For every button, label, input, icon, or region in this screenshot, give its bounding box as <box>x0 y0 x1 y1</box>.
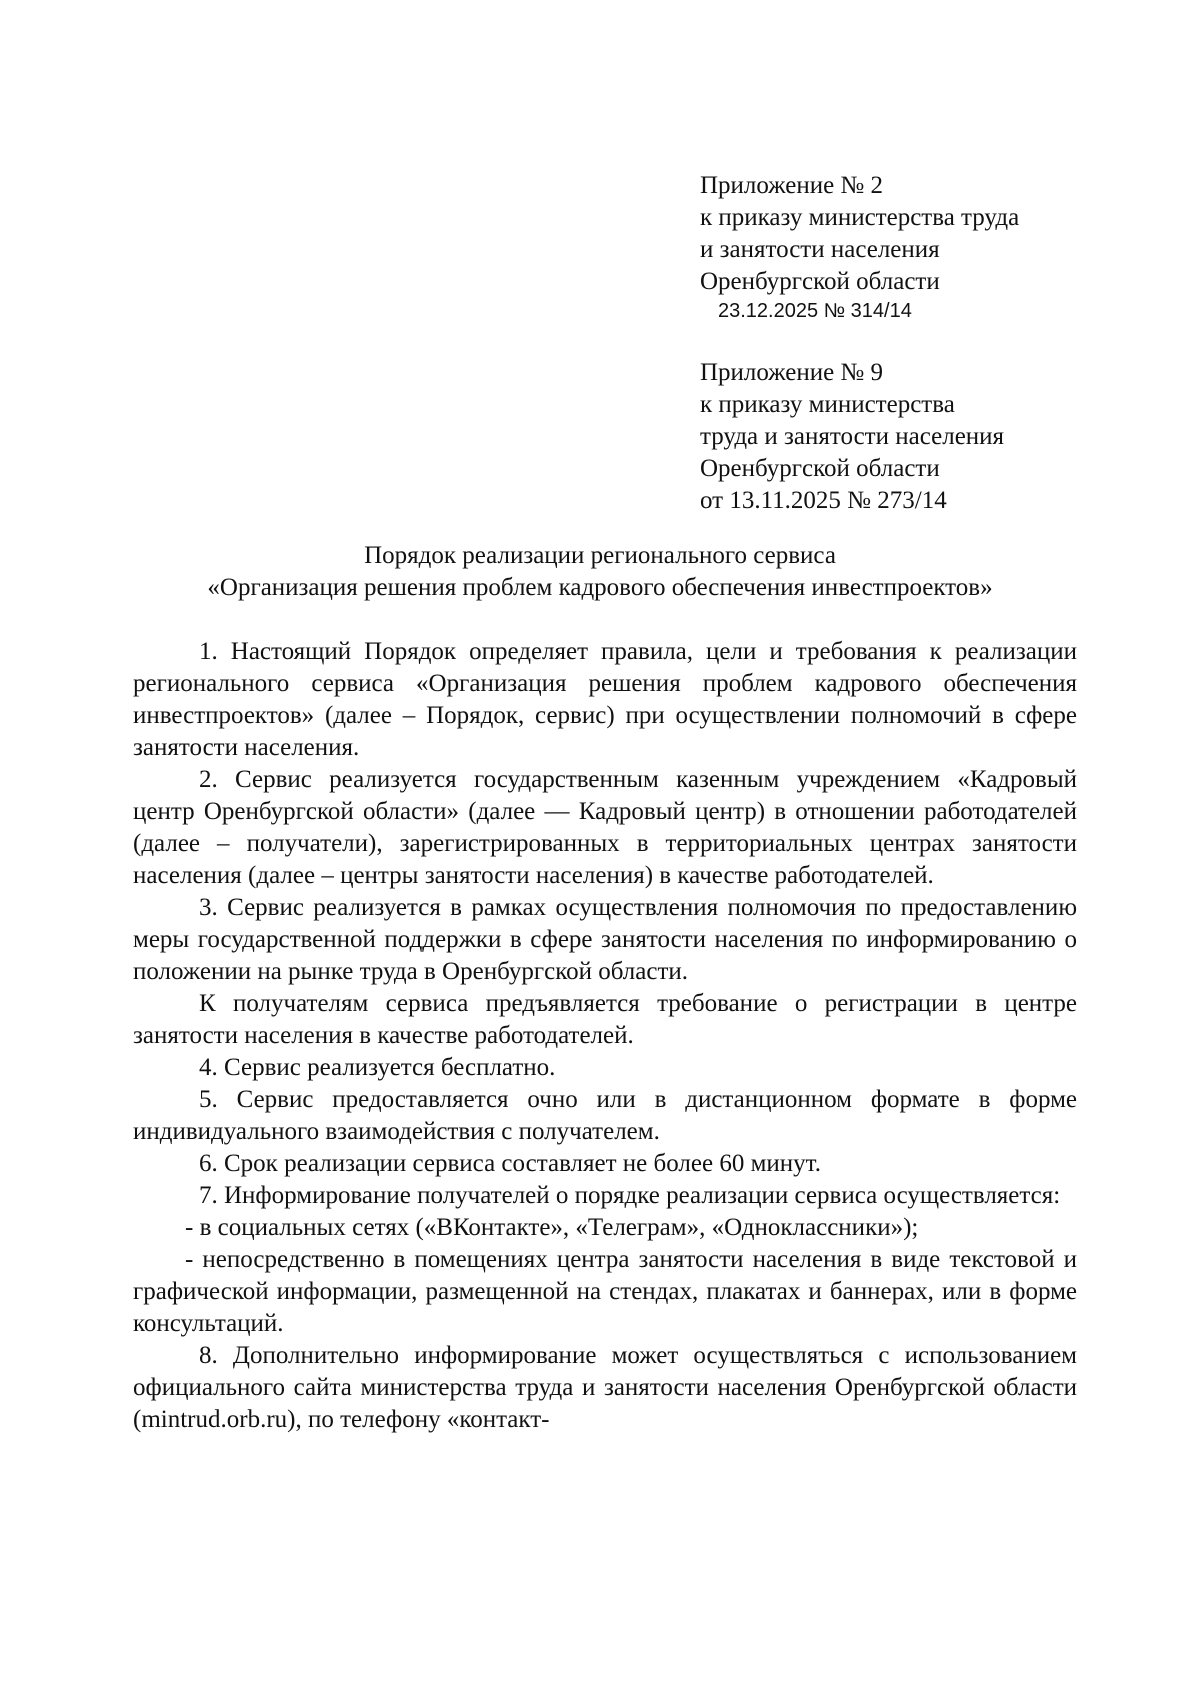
paragraph-8: 8. Дополнительно информирование может осуществляться с использованием официального сайта министерства труда и занятости населения Оренбургской области (mintrud.orb.ru), по телефону «контакт- <box>133 1342 1077 1433</box>
title-line-1: Порядок реализации регионального сервиса <box>364 542 836 569</box>
document-body <box>133 636 1077 1436</box>
document-title <box>120 540 1080 604</box>
list-item-premises: - непосредственно в помещениях центра занятости населения в виде текстовой и графической информации, размещенной на стендах, плакатах и баннерах, или в форме консультаций. <box>133 1246 1077 1337</box>
paragraph-2: 2. Сервис реализуется государственным казенным учреждением «Кадровый центр Оренбургской области» (далее — Кадровый центр) в отношении работодателей (далее – получатели), зарегистрированных в территориальных центрах занятости населения (далее – центры занятости населения) в качестве работодателей. <box>133 766 1077 889</box>
appendix-9-line-2: к приказу министерства <box>700 391 955 418</box>
appendix-2-line-4: Оренбургской области <box>700 268 940 295</box>
paragraph-7: 7. Информирование получателей о порядке реализации сервиса осуществляется: <box>199 1182 1061 1209</box>
appendix-9-header <box>700 357 1160 517</box>
paragraph-4: 4. Сервис реализуется бесплатно. <box>199 1054 556 1081</box>
appendix-2-line-2: к приказу министерства труда <box>700 204 1020 231</box>
appendix-2-number: Приложение № 2 <box>700 172 884 199</box>
paragraph-1: 1. Настоящий Порядок определяет правила, цели и требования к реализации регионального сервиса «Организация решения проблем кадрового обеспечения инвестпроектов» (далее – Порядок, сервис) при осуществлении полномочий в сфере занятости населения. <box>133 638 1077 761</box>
appendix-9-line-3: труда и занятости населения <box>700 423 1005 450</box>
title-line-2: «Организация решения проблем кадрового обеспечения инвестпроектов» <box>207 574 993 601</box>
appendix-2-line-3: и занятости населения <box>700 236 940 263</box>
paragraph-3-requirement: К получателям сервиса предъявляется требование о регистрации в центре занятости населения в качестве работодателей. <box>133 990 1077 1049</box>
appendix-9-line-4: Оренбургской области <box>700 455 940 482</box>
appendix-2-date-number: 23.12.2025 № 314/14 <box>718 300 912 322</box>
appendix-2-header <box>700 170 1160 324</box>
paragraph-6: 6. Срок реализации сервиса составляет не более 60 минут. <box>199 1150 821 1177</box>
list-item-social-networks: - в социальных сетях («ВКонтакте», «Телеграм», «Одноклассники»); <box>185 1214 919 1241</box>
paragraph-3: 3. Сервис реализуется в рамках осуществления полномочия по предоставлению меры государственной поддержки в сфере занятости населения по информированию о положении на рынке труда в Оренбургской области. <box>133 894 1077 985</box>
appendix-9-date-number: от 13.11.2025 № 273/14 <box>700 487 947 514</box>
paragraph-5: 5. Сервис предоставляется очно или в дистанционном формате в форме индивидуального взаимодействия с получателем. <box>133 1086 1077 1145</box>
appendix-9-number: Приложение № 9 <box>700 359 884 386</box>
